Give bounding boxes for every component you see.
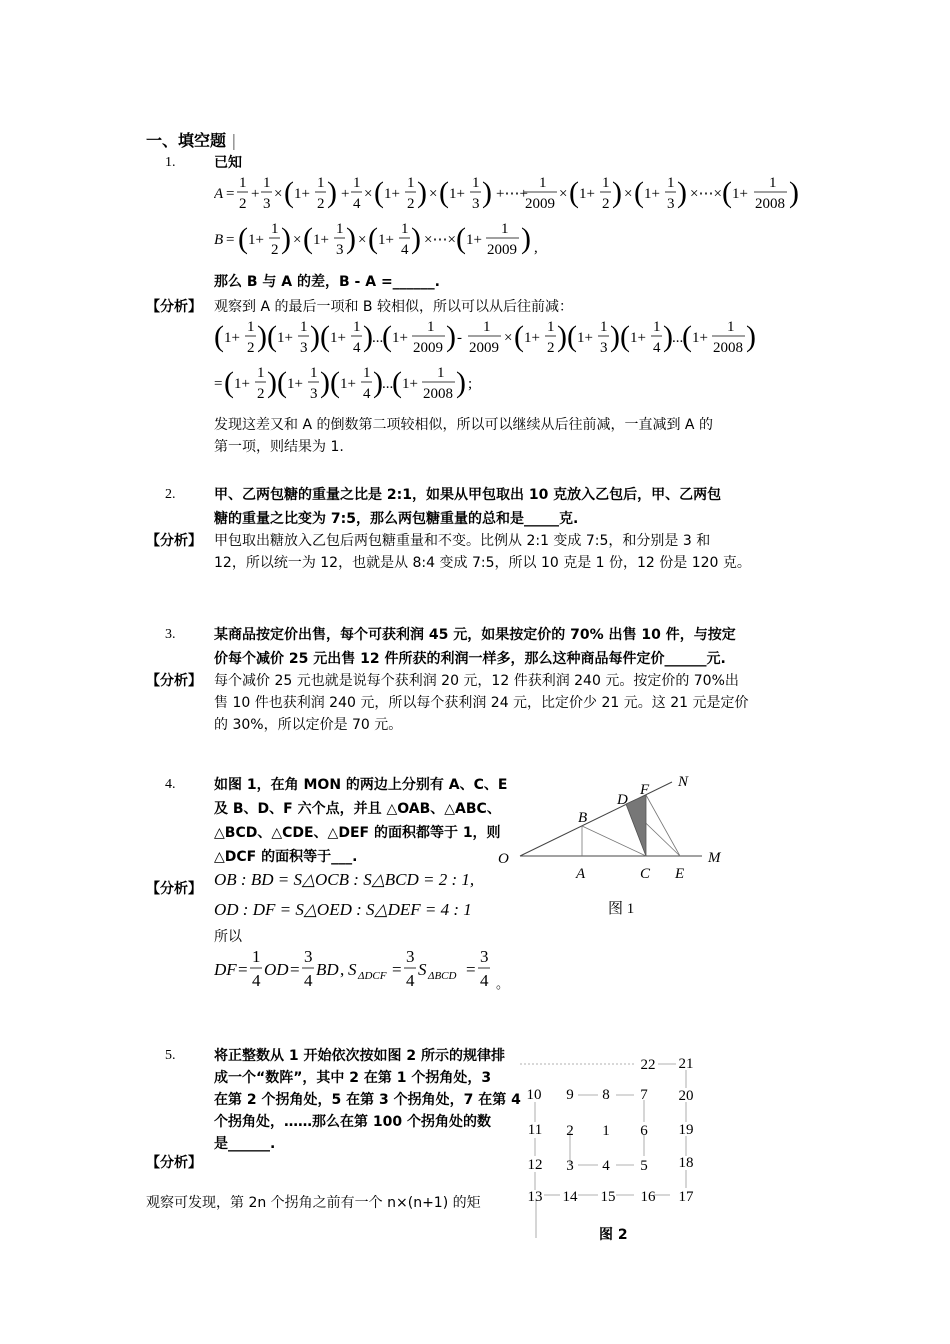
svg-text:×⋯×: ×⋯× xyxy=(690,186,722,202)
svg-text:1+: 1+ xyxy=(277,330,293,346)
svg-text:4: 4 xyxy=(304,971,313,990)
svg-text:(: ( xyxy=(682,320,692,353)
svg-text:1: 1 xyxy=(239,175,247,191)
svg-text:×: × xyxy=(274,186,283,202)
svg-text:;: ; xyxy=(468,376,473,392)
svg-text:(: ( xyxy=(224,366,234,399)
svg-text:(: ( xyxy=(374,176,384,209)
cell-11: 11 xyxy=(527,1122,543,1138)
svg-text:1: 1 xyxy=(247,319,255,335)
svg-text:2: 2 xyxy=(602,196,610,212)
svg-text:1+: 1+ xyxy=(248,232,264,248)
label-A: A xyxy=(576,866,586,882)
svg-text:1+: 1+ xyxy=(287,376,303,392)
svg-text:): ) xyxy=(610,320,620,353)
svg-text:): ) xyxy=(257,320,267,353)
svg-text:(: ( xyxy=(620,320,630,353)
svg-text:2009: 2009 xyxy=(469,340,499,356)
svg-text:1: 1 xyxy=(539,175,547,191)
svg-text:): ) xyxy=(612,176,622,209)
svg-text:4: 4 xyxy=(353,196,361,212)
svg-text:...: ... xyxy=(672,330,684,346)
svg-text:(: ( xyxy=(567,320,577,353)
svg-text:): ) xyxy=(456,366,466,399)
svg-text:×: × xyxy=(358,232,367,248)
svg-text:2: 2 xyxy=(317,196,325,212)
q4-analysis-line3: 所以 xyxy=(214,929,242,945)
svg-text:2008: 2008 xyxy=(423,386,453,402)
cell-18: 18 xyxy=(678,1155,694,1171)
q5-analysis-line1: 观察可发现，第 2n 个拐角之前有一个 n×(n+1) 的矩 xyxy=(146,1195,481,1211)
svg-text:DF: DF xyxy=(214,960,237,979)
svg-text:1+: 1+ xyxy=(402,376,418,392)
cell-5: 5 xyxy=(640,1158,648,1174)
svg-text:): ) xyxy=(267,366,277,399)
q3-analysis-label: 【分析】 xyxy=(146,673,202,689)
svg-text:(: ( xyxy=(569,176,579,209)
svg-text:1+: 1+ xyxy=(378,232,394,248)
svg-text:(: ( xyxy=(514,320,524,353)
q4-number: 4. xyxy=(165,777,176,792)
figure-2-caption: 图 2 xyxy=(599,1227,628,1243)
q5-line4: 个拐角处，……那么在第 100 个拐角处的数 xyxy=(214,1114,491,1130)
svg-text:=: = xyxy=(290,960,300,979)
svg-text:=: = xyxy=(226,232,235,248)
svg-text:×: × xyxy=(364,186,373,202)
svg-text:(: ( xyxy=(267,320,277,353)
q3-line1: 某商品按定价出售，每个可获利润 45 元，如果按定价的 70% 出售 10 件，与按定 xyxy=(214,627,736,643)
svg-text:4: 4 xyxy=(653,340,661,356)
svg-text:): ) xyxy=(521,222,531,255)
svg-text:1: 1 xyxy=(263,175,271,191)
svg-text:2: 2 xyxy=(407,196,415,212)
svg-text:×⋯×: ×⋯× xyxy=(424,232,456,248)
cell-16: 16 xyxy=(640,1189,656,1205)
label-O: O xyxy=(498,851,509,867)
svg-text:1+: 1+ xyxy=(692,330,708,346)
q5-line3: 在第 2 个拐角处，5 在第 3 个拐角处，7 在第 4 xyxy=(214,1092,521,1108)
svg-text:=: = xyxy=(392,960,402,979)
svg-text:...: ... xyxy=(372,330,384,346)
cell-6: 6 xyxy=(640,1123,648,1139)
cell-1: 1 xyxy=(602,1123,610,1139)
label-D: D xyxy=(617,792,628,808)
svg-text:1: 1 xyxy=(602,175,610,191)
label-C: C xyxy=(640,866,651,882)
svg-text:3: 3 xyxy=(300,340,308,356)
svg-text:1+: 1+ xyxy=(384,186,400,202)
svg-text:=: = xyxy=(214,376,223,392)
svg-text:1: 1 xyxy=(257,365,265,381)
q5-analysis-label: 【分析】 xyxy=(146,1155,202,1171)
cell-12: 12 xyxy=(527,1157,543,1173)
svg-text:1+: 1+ xyxy=(524,330,540,346)
svg-text:...: ... xyxy=(382,376,394,392)
label-F: F xyxy=(640,782,650,798)
q5-line5: 是______. xyxy=(214,1136,276,1152)
svg-text:3: 3 xyxy=(406,947,415,966)
svg-text:1: 1 xyxy=(600,319,608,335)
svg-text:=: = xyxy=(238,960,248,979)
triangle-DCF xyxy=(626,795,646,856)
q1-question: 那么 B 与 A 的差，B - A =______. xyxy=(214,274,440,290)
svg-text:1: 1 xyxy=(252,947,261,966)
svg-text:ΔDCF: ΔDCF xyxy=(358,970,387,982)
svg-text:3: 3 xyxy=(336,242,344,258)
svg-text:(: ( xyxy=(456,222,466,255)
q3-line2: 价每个减价 25 元出售 12 件所获的利润一样多，那么这种商品每件定价______元. xyxy=(214,651,726,667)
svg-text:1: 1 xyxy=(501,221,509,237)
svg-text:×: × xyxy=(504,330,513,346)
svg-text:1: 1 xyxy=(271,221,279,237)
cell-3: 3 xyxy=(566,1158,574,1174)
svg-text:1: 1 xyxy=(427,319,435,335)
svg-text:(: ( xyxy=(284,176,294,209)
svg-text:): ) xyxy=(557,320,567,353)
svg-text:+: + xyxy=(251,186,260,202)
svg-text:2: 2 xyxy=(239,196,247,212)
svg-text:1+: 1+ xyxy=(330,330,346,346)
svg-text:1+: 1+ xyxy=(449,186,465,202)
q2-line2: 糖的重量之比变为 7:5，那么两包糖重量的总和是_____克. xyxy=(214,511,579,527)
q1-A-equation xyxy=(214,172,814,216)
figure-1 xyxy=(490,770,730,920)
svg-text:1+: 1+ xyxy=(579,186,595,202)
q2-number: 2. xyxy=(165,487,176,502)
svg-text:): ) xyxy=(281,222,291,255)
svg-text:=: = xyxy=(226,186,235,202)
svg-text:1: 1 xyxy=(769,175,777,191)
svg-text:A: A xyxy=(214,186,224,202)
svg-text:(: ( xyxy=(277,366,287,399)
q1-A-equation-render xyxy=(214,172,814,216)
label-N: N xyxy=(678,774,689,790)
svg-text:2008: 2008 xyxy=(713,340,743,356)
svg-text:1: 1 xyxy=(353,175,361,191)
svg-text:4: 4 xyxy=(406,971,415,990)
svg-text:1: 1 xyxy=(667,175,675,191)
label-B: B xyxy=(578,810,588,826)
svg-text:2009: 2009 xyxy=(413,340,443,356)
svg-text:×: × xyxy=(293,232,302,248)
svg-text:): ) xyxy=(446,320,456,353)
svg-text:(: ( xyxy=(320,320,330,353)
cell-2: 2 xyxy=(566,1123,574,1139)
svg-text:。: 。 xyxy=(496,976,510,991)
q1-analysis-label: 【分析】 xyxy=(146,299,202,315)
q2-analysis-label: 【分析】 xyxy=(146,533,202,549)
q1-analysis-eq2 xyxy=(214,362,514,406)
svg-text:×: × xyxy=(429,186,438,202)
q4-analysis-line2: OD : DF = S△OED : S△DEF = 4 : 1 xyxy=(214,900,472,919)
svg-text:BD: BD xyxy=(316,960,339,979)
svg-text:(: ( xyxy=(392,366,402,399)
cell-4: 4 xyxy=(602,1158,610,1174)
q3-analysis-line2: 售 10 件也获利润 240 元，所以每个获利润 24 元，比定价少 21 元。这 21 元是定价 xyxy=(214,695,749,711)
q4-analysis-line4-render xyxy=(214,944,544,996)
svg-text:3: 3 xyxy=(263,196,271,212)
svg-text:1: 1 xyxy=(353,319,361,335)
section-title: 一、填空题 | xyxy=(146,131,237,150)
svg-text:1: 1 xyxy=(310,365,318,381)
q3-analysis-line3: 的 30%，所以定价是 70 元。 xyxy=(214,717,403,733)
svg-text:(: ( xyxy=(382,320,392,353)
ray-ON xyxy=(520,782,672,856)
q3-analysis-line1: 每个减价 25 元也就是说每个获利润 20 元，12 件获利润 240 元。按定价的 70%出 xyxy=(214,673,739,689)
svg-text:): ) xyxy=(677,176,687,209)
svg-text:,: , xyxy=(340,960,345,979)
q4-line4: △DCF 的面积等于___. xyxy=(214,849,358,865)
label-M: M xyxy=(708,850,721,866)
svg-text:1+: 1+ xyxy=(466,232,482,248)
svg-text:(: ( xyxy=(439,176,449,209)
svg-text:2: 2 xyxy=(257,386,265,402)
svg-text:1: 1 xyxy=(363,365,371,381)
cell-13: 13 xyxy=(527,1189,543,1205)
svg-text:=: = xyxy=(466,960,476,979)
svg-text:4: 4 xyxy=(363,386,371,402)
cell-19: 19 xyxy=(678,1122,694,1138)
svg-text:): ) xyxy=(310,320,320,353)
svg-text:1+: 1+ xyxy=(313,232,329,248)
figure-2 xyxy=(520,1050,710,1245)
svg-text:2: 2 xyxy=(547,340,555,356)
svg-text:1: 1 xyxy=(653,319,661,335)
svg-text:): ) xyxy=(663,320,673,353)
q2-analysis-line1: 甲包取出糖放入乙包后两包糖重量和不变。比例从 2:1 变成 7:5，和分别是 3 和 xyxy=(214,533,711,549)
q5-line1: 将正整数从 1 开始依次按如图 2 所示的规律排 xyxy=(214,1048,505,1064)
svg-text:1: 1 xyxy=(300,319,308,335)
svg-text:1+: 1+ xyxy=(577,330,593,346)
q1-B-equation-render xyxy=(214,218,554,262)
q4-line2: 及 B、D、F 六个点，并且 △OAB、△ABC、 xyxy=(214,801,501,817)
svg-text:3: 3 xyxy=(667,196,675,212)
svg-text:1+: 1+ xyxy=(644,186,660,202)
svg-text:4: 4 xyxy=(252,971,261,990)
q3-number: 3. xyxy=(165,627,176,642)
svg-text:1: 1 xyxy=(407,175,415,191)
q1-analysis-line2: 发现这差又和 A 的倒数第二项较相似，所以可以继续从后往前减，一直减到 A 的 xyxy=(214,417,713,433)
svg-text:+⋯+: +⋯+ xyxy=(496,186,528,202)
q1-number: 1. xyxy=(165,155,176,170)
svg-text:×: × xyxy=(559,186,568,202)
q1-analysis-line3: 第一项，则结果为 1. xyxy=(214,439,344,455)
svg-text:1: 1 xyxy=(483,319,491,335)
figure-2-diagram xyxy=(520,1050,710,1245)
svg-text:2009: 2009 xyxy=(487,242,517,258)
q4-line3: △BCD、△CDE、△DEF 的面积都等于 1，则 xyxy=(214,825,501,841)
svg-text:): ) xyxy=(417,176,427,209)
svg-text:(: ( xyxy=(722,176,732,209)
svg-text:(: ( xyxy=(303,222,313,255)
q1-analysis-eq2-render xyxy=(214,362,514,406)
svg-text:1+: 1+ xyxy=(630,330,646,346)
svg-text:1+: 1+ xyxy=(294,186,310,202)
svg-text:S: S xyxy=(418,960,427,979)
svg-text:1+: 1+ xyxy=(224,330,240,346)
svg-text:ΔBCD: ΔBCD xyxy=(428,970,457,982)
q1-analysis-eq1 xyxy=(214,316,774,360)
svg-text:4: 4 xyxy=(480,971,489,990)
svg-text:(: ( xyxy=(238,222,248,255)
svg-text:,: , xyxy=(534,240,538,256)
q4-analysis-line1: OB : BD = S△OCB : S△BCD = 2 : 1, xyxy=(214,870,475,889)
cell-17: 17 xyxy=(678,1189,694,1205)
svg-text:3: 3 xyxy=(480,947,489,966)
svg-text:(: ( xyxy=(368,222,378,255)
svg-text:): ) xyxy=(320,366,330,399)
svg-text:1+: 1+ xyxy=(234,376,250,392)
q2-analysis-line2: 12，所以统一为 12，也就是从 8:4 变成 7:5，所以 10 克是 1 份，12 份是 120 克。 xyxy=(214,555,751,571)
svg-text:1: 1 xyxy=(401,221,409,237)
svg-text:2008: 2008 xyxy=(755,196,785,212)
svg-text:2: 2 xyxy=(247,340,255,356)
svg-text:B: B xyxy=(214,232,224,248)
q5-line2: 成一个“数阵”，其中 2 在第 1 个拐角处，3 xyxy=(214,1070,492,1086)
q1-given: 已知 xyxy=(214,155,242,171)
label-E: E xyxy=(675,866,685,882)
svg-text:(: ( xyxy=(214,320,224,353)
cell-8: 8 xyxy=(602,1087,610,1103)
q4-analysis-line4 xyxy=(214,944,544,996)
svg-text:OD: OD xyxy=(264,960,289,979)
q1-B-equation xyxy=(214,218,554,262)
svg-text:4: 4 xyxy=(401,242,409,258)
svg-text:1: 1 xyxy=(336,221,344,237)
svg-text:): ) xyxy=(482,176,492,209)
cell-22: 22 xyxy=(640,1057,656,1073)
svg-text:1: 1 xyxy=(437,365,445,381)
cell-10: 10 xyxy=(526,1087,542,1103)
svg-text:): ) xyxy=(363,320,373,353)
svg-text:): ) xyxy=(327,176,337,209)
svg-text:1+: 1+ xyxy=(340,376,356,392)
svg-text:3: 3 xyxy=(600,340,608,356)
cell-9: 9 xyxy=(566,1087,574,1103)
cell-15: 15 xyxy=(600,1189,616,1205)
cell-7: 7 xyxy=(640,1087,648,1103)
q5-number: 5. xyxy=(165,1048,176,1063)
svg-text:3: 3 xyxy=(472,196,480,212)
svg-text:1: 1 xyxy=(727,319,735,335)
figure-1-caption: 图 1 xyxy=(608,901,635,917)
svg-text:+: + xyxy=(341,186,350,202)
svg-text:): ) xyxy=(411,222,421,255)
q1-analysis-line1: 观察到 A 的最后一项和 B 较相似，所以可以从后往前减： xyxy=(214,299,573,315)
svg-text:): ) xyxy=(746,320,756,353)
svg-text:S: S xyxy=(348,960,357,979)
svg-text:1: 1 xyxy=(317,175,325,191)
svg-text:1: 1 xyxy=(547,319,555,335)
svg-text:): ) xyxy=(789,176,799,209)
svg-text:3: 3 xyxy=(304,947,313,966)
svg-text:×: × xyxy=(624,186,633,202)
q1-analysis-eq1-render xyxy=(214,316,774,360)
svg-text:1: 1 xyxy=(472,175,480,191)
svg-text:1+: 1+ xyxy=(392,330,408,346)
figure-1-diagram xyxy=(490,770,730,920)
q2-line1: 甲、乙两包糖的重量之比是 2:1，如果从甲包取出 10 克放入乙包后，甲、乙两包 xyxy=(214,487,722,503)
svg-text:-: - xyxy=(457,330,462,346)
q4-analysis-label: 【分析】 xyxy=(146,881,202,897)
q4-line1: 如图 1，在角 MON 的两边上分别有 A、C、E xyxy=(214,777,508,793)
svg-text:): ) xyxy=(346,222,356,255)
svg-text:(: ( xyxy=(634,176,644,209)
svg-text:4: 4 xyxy=(353,340,361,356)
cell-21: 21 xyxy=(678,1056,694,1072)
svg-text:1+: 1+ xyxy=(732,186,748,202)
svg-text:2: 2 xyxy=(271,242,279,258)
cell-20: 20 xyxy=(678,1088,694,1104)
svg-text:2009: 2009 xyxy=(525,196,555,212)
svg-text:(: ( xyxy=(330,366,340,399)
svg-text:): ) xyxy=(373,366,383,399)
svg-text:3: 3 xyxy=(310,386,318,402)
cell-14: 14 xyxy=(562,1189,578,1205)
